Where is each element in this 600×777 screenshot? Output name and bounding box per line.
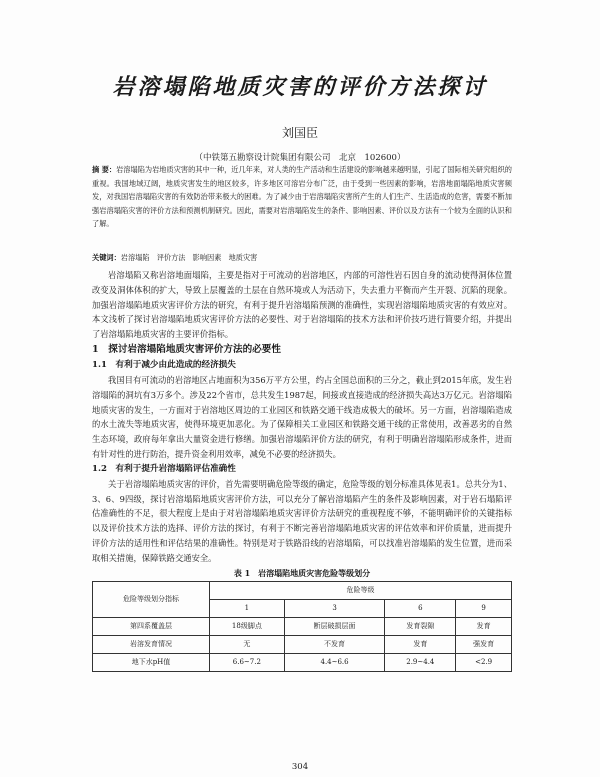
table-header-row (93, 581, 512, 599)
table-row (93, 617, 512, 635)
keywords (92, 252, 512, 264)
row-label: 岩溶发育情况 (93, 635, 210, 653)
affiliation: （中铁第五勘察设计院集团有限公司 北京 102600） (194, 153, 406, 163)
table-cell: 发育 (456, 617, 512, 635)
intro-paragraph: 岩溶塌陷又称岩溶地面塌陷，主要是指对于可流动的岩溶地区，内部的可溶性岩石因自身的流动使得洞体位置改变及洞体体积的扩大，导致上层覆盖的土层在自然环境或人为活动下，失去重力平衡而产生开裂、沉陷的现象。加强岩溶塌陷地质灾害评价方法的研究，有利于提升岩溶塌陷预测的准确性，实现岩溶塌陷地质灾害的有效应对。本文浅析了探讨岩溶塌陷地质灾害评价方法的必要性、对于岩溶塌陷的技术方法和评价技巧进行简要介绍，并提出了岩溶塌陷地质灾害的主要评价指标。 (92, 270, 512, 340)
level-cell: 3 (284, 599, 385, 617)
table-cell: 无 (210, 635, 285, 653)
table-cell: 6.6~7.2 (210, 653, 285, 671)
abstract (92, 163, 512, 231)
author: 刘国臣 (281, 126, 318, 140)
level-cell: 9 (456, 599, 512, 617)
table-row (93, 653, 512, 671)
table-cell: <2.9 (456, 653, 512, 671)
abstract-label: 摘 要： (92, 165, 117, 174)
paper-title: 岩溶塌陷地质灾害的评价方法探讨 (112, 74, 488, 100)
table-cell: 2.9~4.4 (385, 653, 456, 671)
table-corner-header: 危险等级划分指标 (93, 581, 210, 617)
section-1-2-heading: 1.2 有利于提升岩溶塌陷评估准确性 (92, 463, 236, 474)
body-text (92, 268, 512, 672)
row-label: 地下水pH值 (93, 653, 210, 671)
table-cell: 4.4~6.6 (284, 653, 385, 671)
section-1-1-paragraph: 我国目有可流动的岩溶地区占地面积为356万平方公里，约占全国总面积的三分之，截止到2015年底，发生岩溶塌陷的洞坑有3万多个。涉及22个省市，总共发生1987起，间接或直接造成的经济损失高达3万亿元。岩溶塌陷地质灾害的发生，一方面对于岩溶地区周边的工业园区和铁路交通干线造成极大的破坏。另一方面，岩溶塌陷造成的水土流失等地质灾害，使得环境更加恶化。为了保障相关工业园区和铁路交通干线的正常使用，改善恶劣的自然生态环境，政府每年拿出大量资金进行修缮。加强岩溶塌陷评价方法的研究，有利于明确岩溶塌陷形成条件，进而有针对性的进行防治，提升资金利用效率，减免不必要的经济损失。 (92, 374, 512, 459)
keywords-label: 关键词： (92, 253, 121, 262)
table-group-header: 危险等级 (210, 581, 512, 599)
page-number: 304 (291, 762, 309, 772)
section-1-1-heading: 1.1 有利于减少由此造成的经济损失 (92, 359, 236, 370)
table-cell: 断层破损层面 (284, 617, 385, 635)
table-cell: 强发育 (456, 635, 512, 653)
row-label: 第四系覆盖层 (93, 617, 210, 635)
table-cell: 18级脚点 (210, 617, 285, 635)
level-cell: 6 (385, 599, 456, 617)
keywords-text: 岩溶塌陷 评价方法 影响因素 地质灾害 (120, 253, 258, 262)
table-caption: 表 1 岩溶塌陷地质灾害危险等级划分 (233, 567, 371, 578)
table-cell: 发育 (385, 635, 456, 653)
section-1-heading: 1 探讨岩溶塌陷地质灾害评价方法的必要性 (92, 343, 281, 355)
table-cell: 发育裂隙 (385, 617, 456, 635)
table-cell: 不发育 (284, 635, 385, 653)
level-cell: 1 (210, 599, 285, 617)
abstract-text: 岩溶塌陷为岩地质灾害的其中一种，近几年来，对人类的生产活动和生活建设的影响越来越明显，引起了国际相关研究组织的重视。我国地域辽阔，地质灾害发生的地区较多，许多地区可溶岩分布广泛，由于受到一些因素的影响，岩溶地面塌陷地质灾害频发，对我国岩溶塌陷灾害的有效防治带来极大的困难。为了减少由于岩溶塌陷灾害所产生的人们生产、生活造成的危害，需要不断加强岩溶塌陷灾害的评价方法和预测机制研究。因此，需要对岩溶塌陷发生的条件、影响因素、评价以及方法有一个较为全面的认识和了解。 (92, 165, 512, 229)
table-row (93, 635, 512, 653)
section-1-2-paragraph: 关于岩溶塌陷地质灾害的评价，首先需要明确危险等级的确定，危险等级的划分标准具体见表1。总共分为1、3、6、9四级，探讨岩溶塌陷地质灾害评价方法，可以充分了解岩溶塌陷产生的条件及影响因素，对于岩石塌陷评估准确性的不足，很大程度上是由于对岩溶塌陷地质灾害评价方法研究的重视程度不够，不能明确评价的关键指标以及评价技术方法的选择、评价方法的探讨，有利于不断完善岩溶塌陷地质灾害的评估效率和评价质量，进而提升评价方法的适用性和评估结果的准确性。特别是对于铁路沿线的岩溶塌陷，可以找准岩溶塌陷的发生位置，进而采取相关措施，保障铁路交通安全。 (92, 478, 512, 563)
hazard-level-table (92, 581, 512, 672)
